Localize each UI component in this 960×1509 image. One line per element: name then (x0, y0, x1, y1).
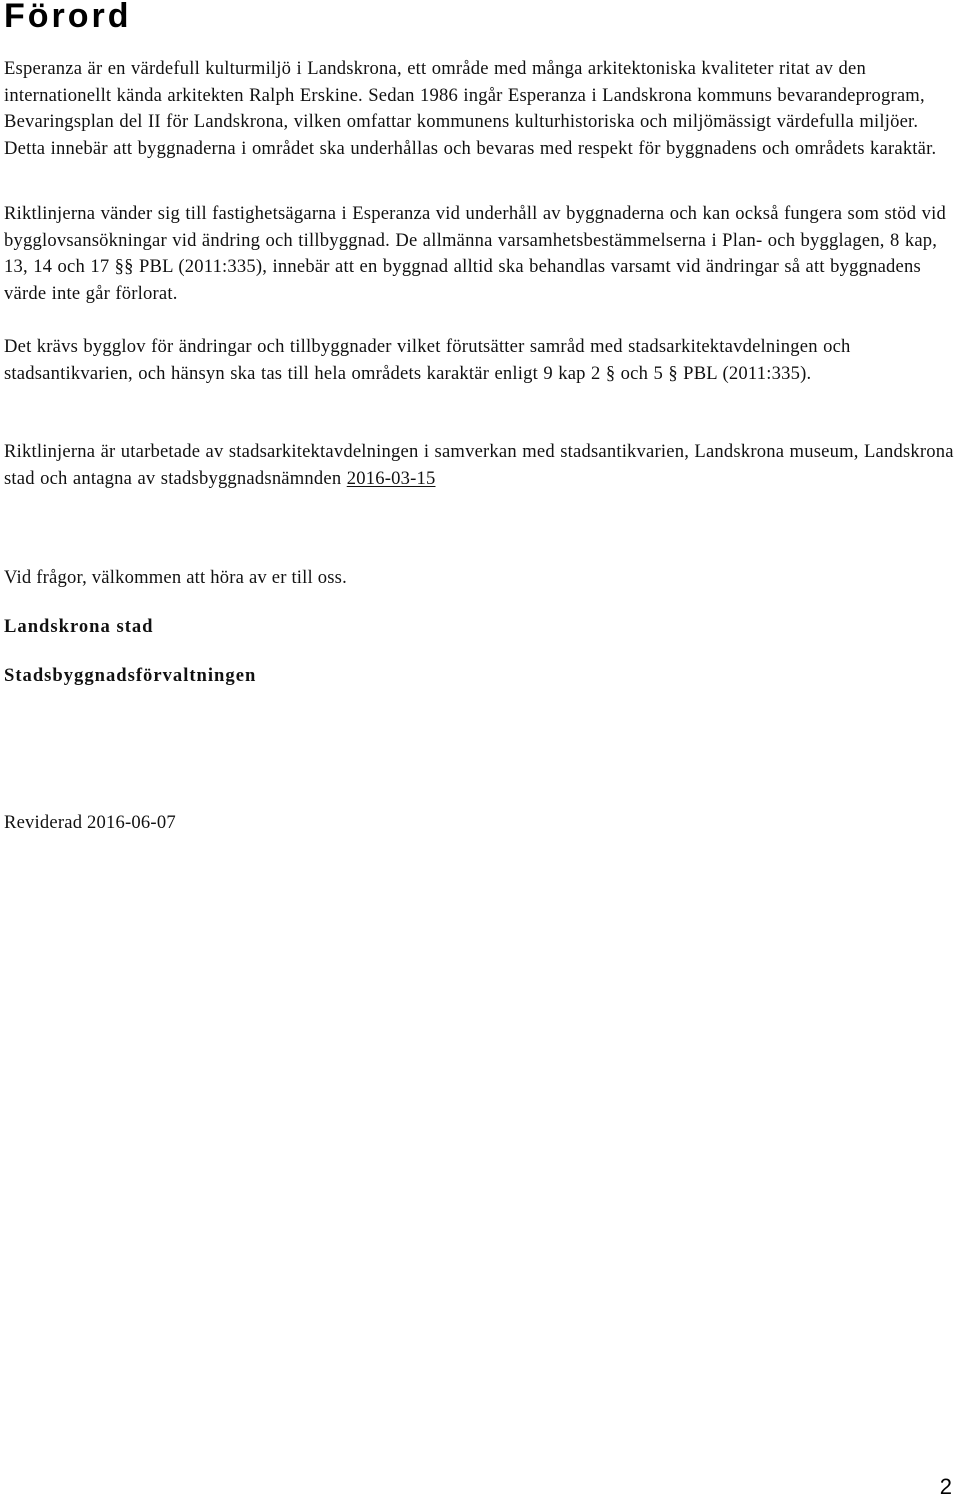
adoption-text: Riktlinjerna är utarbetade av stadsarkitektavdelningen i samverkan med stadsantikvarien, Landskrona museum, Landskrona stad och antagna av stadsbyggnadsnämnden (4, 441, 954, 489)
department-name: Stadsbyggnadsförvaltningen (4, 665, 257, 686)
guidelines-paragraph: Riktlinjerna vänder sig till fastighetsägarna i Esperanza vid underhåll av byggnaderna och kan också fungera som stöd vid bygglovsansökningar vid ändring och tillbyggnad. De allmänna varsamhetsbestämmelserna i Plan- och bygglagen, 8 kap, 13, 14 och 17 §§ PBL (2011:335), innebär att en byggnad alltid ska behandlas varsamt vid ändringar så att byggnadens värde inte går förlorat. (4, 203, 946, 304)
adoption-date: 2016-03-15 (346, 467, 436, 489)
closing-text: Vid frågor, välkommen att höra av er till oss. (4, 567, 347, 588)
adoption-paragraph (4, 439, 956, 492)
organization-name: Landskrona stad (4, 616, 154, 637)
intro-paragraph: Esperanza är en värdefull kulturmiljö i Landskrona, ett område med många arkitektoniska kvaliteter ritat av den internationellt kända arkitekten Ralph Erskine. Sedan 1986 ingår Esperanza i Landskrona kommuns bevarandeprogram, Bevaringsplan del II för Landskrona, vilken omfattar kommunens kulturhistoriska och miljömässigt värdefulla miljöer. Detta innebär att byggnaderna i området ska underhållas och bevaras med respekt för byggnadens och områdets karaktär. (4, 58, 937, 159)
page-number: 2 (939, 1474, 952, 1499)
page-title: Förord (4, 0, 132, 35)
building-permit-paragraph: Det krävs bygglov för ändringar och tillbyggnader vilket förutsätter samråd med stadsarkitektavdelningen och stadsantikvarien, och hänsyn ska tas till hela områdets karaktär enligt 9 kap 2 § och 5 § PBL (2011:335). (4, 336, 851, 384)
revision-date: Reviderad 2016-06-07 (4, 812, 176, 833)
